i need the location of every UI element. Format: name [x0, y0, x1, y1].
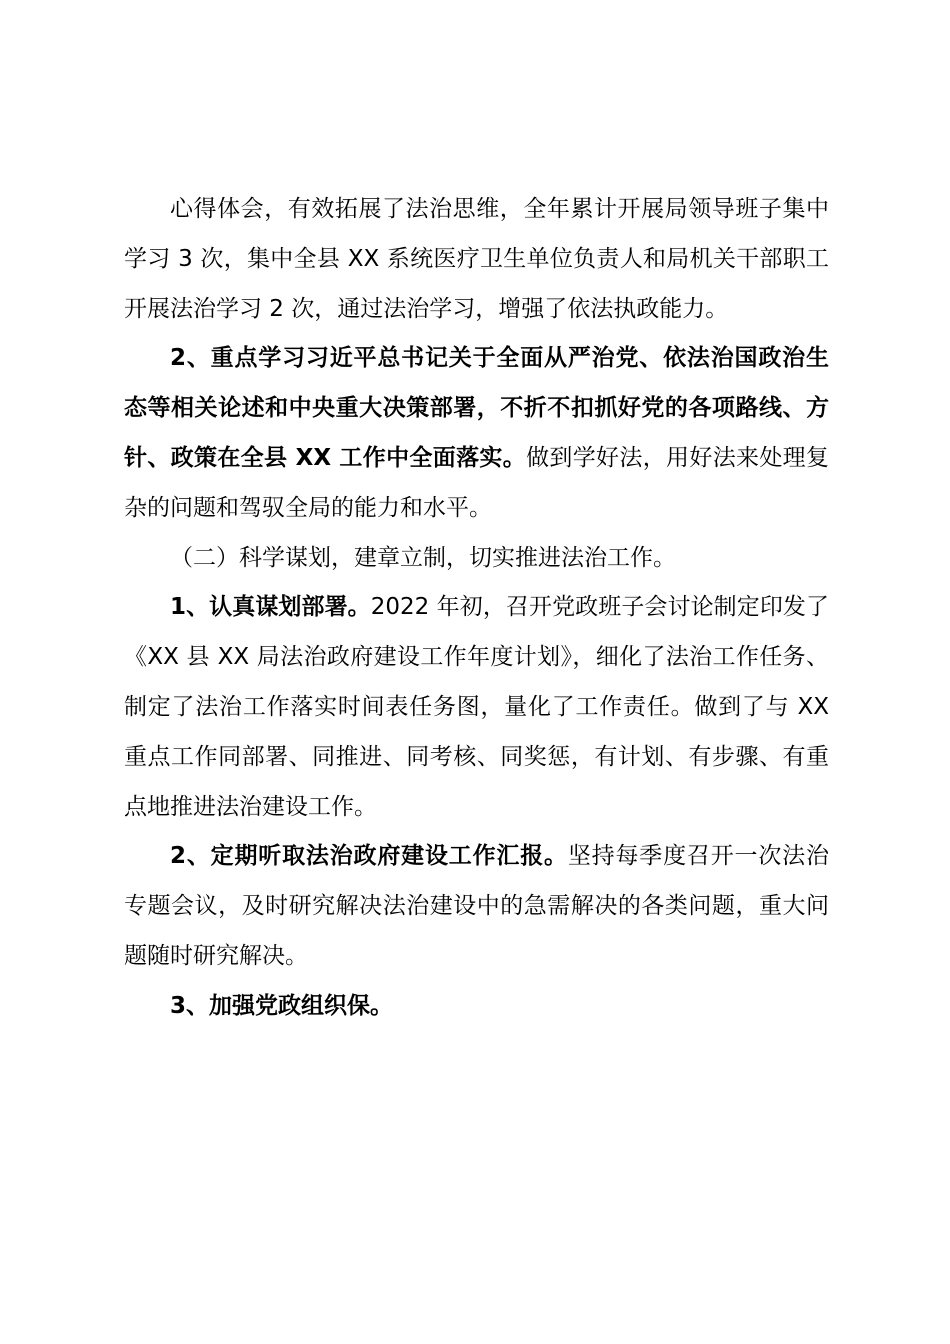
- paragraph-regular-reports: [124, 832, 829, 981]
- paragraph-text: （二）科学谋划，建章立制，切实推进法治工作。: [170, 544, 676, 571]
- section-heading-two: [124, 534, 829, 584]
- paragraph-planning: [124, 583, 829, 832]
- paragraph-lead: 3、加强党政组织保。: [170, 992, 394, 1019]
- paragraph-lead: 1、认真谋划部署。: [170, 594, 371, 621]
- paragraph-study-experience: [124, 185, 829, 334]
- paragraph-lead: 2、重点学习习近平总书记关于全面从严治党、依法治国政治生态等相关论述和中央重大决策部署，不折不扣抓好党的各项路线、方针、政策在全县 XX 工作中全面落实。: [124, 345, 829, 471]
- paragraph-key-study: [124, 334, 829, 533]
- paragraph-organization: [124, 982, 829, 1032]
- paragraph-text: 坚持每季度召开一次法治专题会议，及时研究解决法治建设中的急需解决的各类问题，重大问题随时研究解决。: [124, 843, 830, 969]
- paragraph-lead: 2、定期听取法治政府建设工作汇报。: [170, 843, 568, 870]
- paragraph-text: 心得体会，有效拓展了法治思维，全年累计开展局领导班子集中学习 3 次，集中全县 XX 系统医疗卫生单位负责人和局机关干部职工开展法治学习 2 次，通过法治学习，增强了依法执政能力。: [124, 196, 829, 322]
- document-page: [124, 185, 829, 1032]
- paragraph-text: 2022 年初，召开党政班子会讨论制定印发了《XX 县 XX 局法治政府建设工作年度计划》，细化了法治工作任务、制定了法治工作落实时间表任务图，量化了工作责任。做到了与 XX 重点工作同部署、同推进、同考核、同奖惩，有计划、有步骤、有重点地推进法治建设工作。: [124, 594, 829, 820]
- paragraph-text: 做到学好法，用好法来处理复杂的问题和驾驭全局的能力和水平。: [124, 444, 829, 521]
